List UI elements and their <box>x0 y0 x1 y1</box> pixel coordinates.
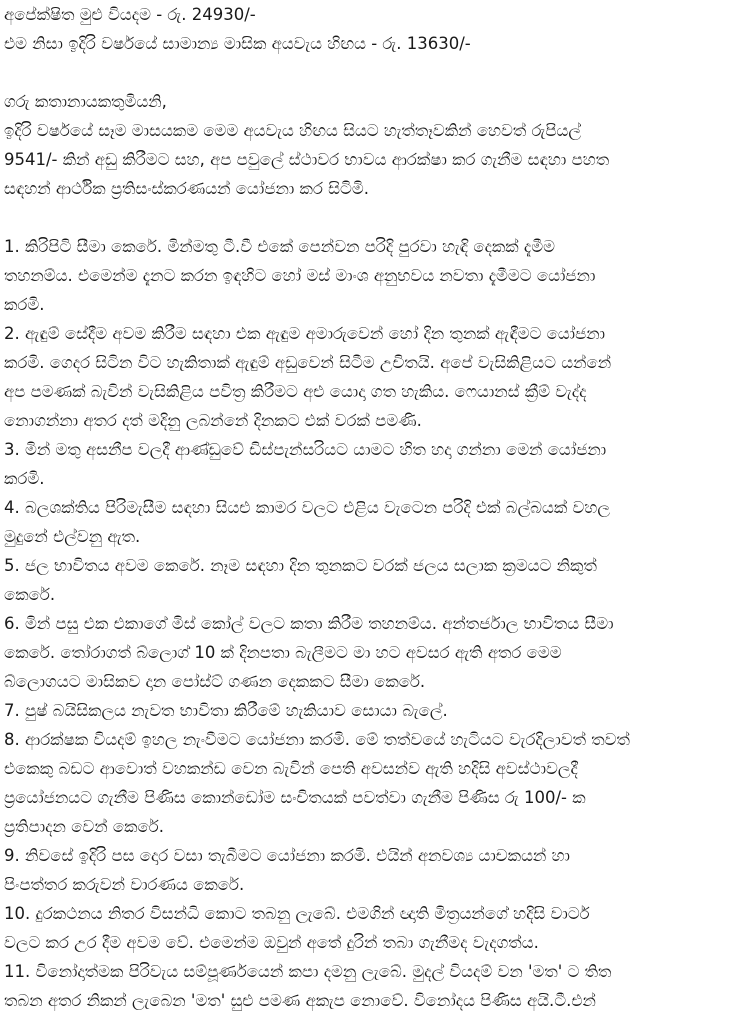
spacer <box>4 203 753 232</box>
intro-paragraph <box>4 116 753 203</box>
intro-line: 9541/- කින් අඩු කිරීමට සහ, අප පවුලේ ස්ථාවර භාවය ආරක්ෂා කර ගැනීම සඳහා පහත <box>4 150 610 169</box>
proposal-line: නොගන්නා අතර දත් මදිනු ලබන්නේ දිනකට එක් වරක් පමණි. <box>4 411 422 430</box>
proposal-item <box>4 841 753 899</box>
proposal-item <box>4 725 753 841</box>
proposal-line: 10. දුරකථනය නිතර විසන්ධි කොට තබනු ලැබේ. එමගින් ඥාති මිත්‍රයන්ගේ හදිසි වාටර් <box>4 904 590 923</box>
expected-expense-line: අපේක්ෂිත මුළු වියදම - රු. 24930/- <box>4 5 256 24</box>
proposal-item <box>4 551 753 609</box>
intro-line: ඉදිරි වර්ෂයේ සෑම මාසයකම මෙම අයවැය හිඟය සියට හැත්තෑවකින් හෙවත් රුපියල් <box>4 121 581 140</box>
proposal-line: මුදුනේ එල්වනු ඇත. <box>4 527 141 546</box>
proposal-line: 9. නිවසේ ඉදිරි පස දොර වසා තැබීමට යෝජනා කරමි. එයින් අනවශ්‍ය යාචකයන් හා <box>4 846 570 865</box>
proposal-line: 7. පුෂ් බයිසිකලය නැවත භාවිතා කිරීමේ හැකියාව සොයා බැලේ. <box>4 701 448 720</box>
proposal-line: එකෙකු බඩට ආවොත් වහකන්ඩ වෙන බැවින් පෙති අවසන්ව ඇති හදිසි අවස්ථාවලදී <box>4 759 578 778</box>
proposal-item <box>4 957 753 1015</box>
proposal-line: 1. කිරිපිටි සීමා කෙරේ. මින්මතු ටී.වී එකේ පෙන්වන පරිදි පුරවා හැඳි දෙකක් දැමීම <box>4 237 555 256</box>
proposal-line: බ්ලොගයට මාසිකව දාන පෝස්ට් ගණන දෙකකට සීමා කෙරේ. <box>4 672 426 691</box>
monthly-deficit-line: එම නිසා ඉදිරි වර්ෂයේ සාමාන්‍ය මාසික අයවැය හිඟය - රු. 13630/- <box>4 34 471 53</box>
proposal-line: කරමි. ගෙදර සිටින විට හැකිතාක් ඇඳුම් අඩුවෙන් සිටීම උචිතයි. අපේ වැසිකිළියට යන්නේ <box>4 353 612 372</box>
intro-line: සඳහන් ආර්ථික ප්‍රතිසංස්කරණයන් යෝජනා කර සිටිමි. <box>4 179 370 198</box>
proposal-line: 3. මින් මතු අසනීප වලදී ආණ්ඩුවේ ඩිස්පැන්සරියට යාමට හිත හදා ගන්නා මෙන් යෝජනා <box>4 440 607 459</box>
proposal-line: අප පමණක් බැවින් වැසිකිළිය පවිත්‍ර කිරීමට අළු යොදා ගත හැකිය. ෆෙයානස් ක්‍රීම් වැද්ද <box>4 382 587 401</box>
proposal-item <box>4 696 753 725</box>
proposal-line: පිංපත්තර කරුවන් වාරණය කෙරේ. <box>4 875 245 894</box>
proposal-list <box>4 232 753 1015</box>
proposal-line: තහනම්ය. එමෙන්ම දැනට කරන ඉඳහිට හෝ මස් මාංශ අනුභවය නවතා දැමීමට යෝජනා <box>4 266 596 285</box>
salutation: ගරු කතානායකතුමියනි, <box>4 92 167 111</box>
proposal-line: 11. විනෝදාත්මක පිරිවැය සම්පූර්ණයෙන් කපා දමනු ලැබේ. මුදල් වියදම් වන 'මත' ට තිත <box>4 962 612 981</box>
proposal-item <box>4 319 753 435</box>
proposal-item <box>4 232 753 319</box>
proposal-line: වලට කර උර දීම අවම වේ. එමෙන්ම ඔවුන් අතේ දුරින් තබා ගැනීමද වැදගත්ය. <box>4 933 539 952</box>
proposal-line: කරමි. <box>4 469 45 488</box>
proposal-line: කෙරේ. <box>4 585 56 604</box>
proposal-item <box>4 609 753 696</box>
spacer <box>4 58 753 87</box>
document-body <box>4 0 753 1015</box>
proposal-line: 6. මින් පසු එක එකාගේ මිස් කෝල් වලට කතා කිරීම තහනම්ය. අන්තර්ජාල භාවිතය සීමා <box>4 614 614 633</box>
proposal-item <box>4 493 753 551</box>
proposal-line: ප්‍රයෝජනයට ගැනීම පිණිස කොන්ඩෝම සංචිතයක් පවත්වා ගැනීම පිණිස රු 100/- ක <box>4 788 586 807</box>
proposal-line: 4. බලශක්තිය පිරිමැසීම සඳහා සියළු කාමර වලට එළිය වැටෙන පරිදි එක් බල්බයක් වහල <box>4 498 610 517</box>
proposal-line: 2. ඇඳුම් සේදීම අවම කිරීම සඳහා එක ඇඳුම අමාරුවෙන් හෝ දින තුනක් ඇඳීමට යෝජනා <box>4 324 606 343</box>
proposal-item <box>4 899 753 957</box>
proposal-line: ප්‍රතිපාදන වෙන් කෙරේ. <box>4 817 164 836</box>
proposal-line: කරමි. <box>4 295 45 314</box>
proposal-line: තබන අතර නිකන් ලැබෙන 'මත' සුළු පමණ අකැප නොවේ. විනෝදය පිණිස අයි.ටී.එන් <box>4 991 596 1010</box>
proposal-line: 8. ආරක්ෂක වියදම් ඉහල නැංවීමට යෝජනා කරමි. මේ තත්වයේ හැටියට වැරදිලාවත් තවත් <box>4 730 630 749</box>
proposal-item <box>4 435 753 493</box>
proposal-line: 5. ජල භාවිතය අවම කෙරේ. නෑම සඳහා දින තුනකට වරක් ජලය සලාක ක්‍රමයට නිකුත් <box>4 556 597 575</box>
proposal-line: කෙරේ. තෝරාගත් බ්ලොග් 10 ක් දිනපතා බැලීමට මා හට අවසර ඇති අතර මෙම <box>4 643 562 662</box>
